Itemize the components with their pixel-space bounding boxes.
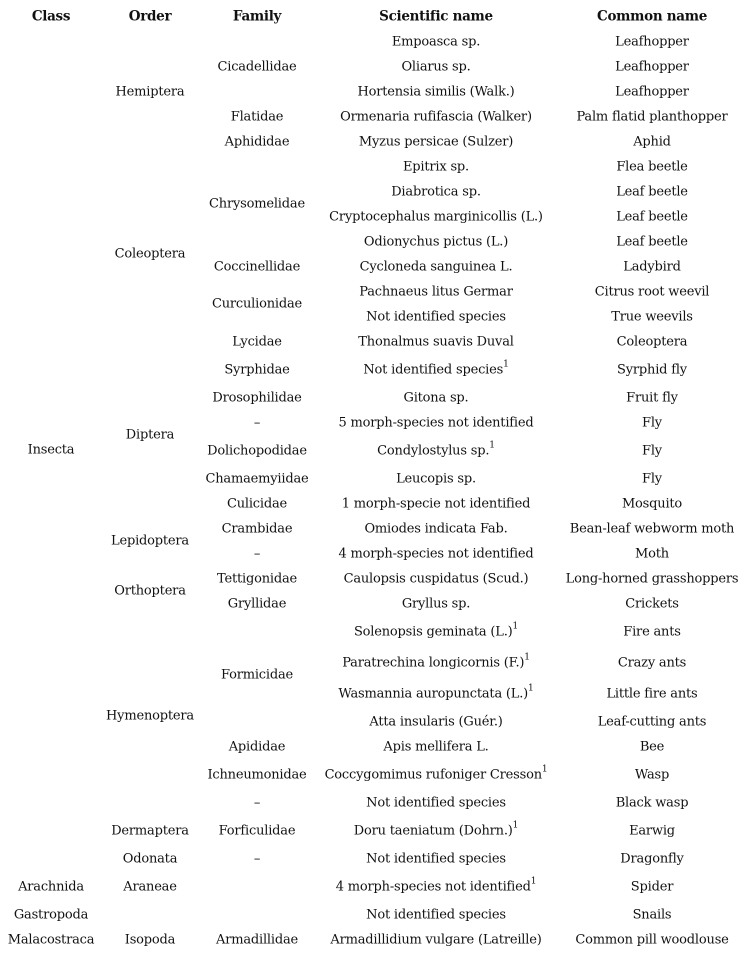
common-name-cell: Leafhopper (615, 59, 689, 75)
footnote-marker: 1 (524, 652, 530, 663)
class-cell: Arachnida (18, 879, 84, 895)
common-name-cell: Spider (630, 879, 674, 895)
common-name-cell: Black wasp (615, 795, 689, 811)
common-name-cell: Fruit fly (626, 390, 678, 406)
order-cell: Odonata (122, 851, 178, 867)
family-cell: Dolichopodidae (207, 443, 307, 459)
footnote-marker: 1 (528, 683, 534, 694)
scientific-name-text: Leucopis sp. (396, 471, 476, 487)
header-order: Order (128, 8, 172, 25)
scientific-name-cell (340, 111, 532, 124)
family-cell: Drosophilidae (212, 390, 302, 406)
scientific-name-text: Empoasca sp. (391, 34, 481, 50)
scientific-name-text: Hortensia similis (Walk.) (357, 84, 515, 100)
common-name-cell: Leaf beetle (616, 209, 688, 225)
family-cell: Tettigonidae (216, 571, 298, 587)
scientific-name-text: Paratrechina longicornis (F.) (342, 655, 525, 671)
common-name-cell: Aphid (633, 134, 671, 150)
common-name-cell: Leaf beetle (616, 184, 688, 200)
family-cell: Armadillidae (216, 932, 298, 948)
family-cell: Aphididae (224, 134, 290, 150)
footnote-marker: 1 (530, 876, 537, 887)
scientific-name-text: Solenopsis geminata (L.) (353, 624, 513, 640)
common-name-cell: Syrphid fly (617, 362, 687, 378)
common-name-cell: Fire ants (623, 624, 681, 640)
scientific-name-text: Wasmannia auropunctata (L.) (338, 686, 529, 702)
scientific-name-cell (324, 764, 548, 783)
scientific-name-cell (366, 909, 506, 922)
common-name-cell: Fly (642, 443, 662, 459)
scientific-name-cell (364, 523, 507, 536)
scientific-name-text: 5 morph-species not identified (338, 415, 534, 431)
family-cell: Ichneumonidae (207, 767, 307, 783)
order-cell: Hemiptera (115, 84, 185, 100)
common-name-cell: Fly (642, 471, 662, 487)
scientific-name-text: Cryptocephalus marginicollis (L.) (329, 209, 543, 225)
scientific-name-text: Omiodes indicata Fab. (364, 521, 508, 537)
scientific-name-cell (402, 598, 470, 611)
family-cell: – (253, 851, 261, 867)
scientific-name-cell (377, 440, 495, 459)
scientific-name-cell (401, 61, 470, 74)
scientific-name-cell (396, 473, 476, 486)
scientific-name-cell (353, 820, 519, 839)
scientific-name-cell (366, 853, 506, 866)
scientific-name-cell (342, 652, 530, 671)
scientific-name-cell (360, 261, 513, 274)
common-name-cell: Leafhopper (615, 84, 689, 100)
scientific-name-text: Apis mellifera L. (383, 739, 489, 755)
scientific-name-cell (403, 161, 469, 174)
family-cell: Cicadellidae (217, 59, 297, 75)
footnote-marker: 1 (512, 621, 519, 632)
header-class: Class (31, 8, 71, 25)
common-name-cell: Snails (632, 907, 672, 923)
scientific-name-text: Not identified species (366, 309, 506, 325)
family-cell: Apididae (228, 739, 286, 755)
scientific-name-text: Coccygomimus rufoniger Cresson (324, 767, 542, 783)
scientific-name-text: Atta insularis (Guér.) (369, 714, 503, 730)
scientific-name-text: Diabrotica sp. (391, 184, 481, 200)
scientific-name-cell (392, 36, 480, 49)
scientific-name-cell (364, 236, 508, 249)
footnote-marker: 1 (541, 764, 548, 775)
scientific-name-cell (353, 621, 519, 640)
order-cell: Diptera (125, 427, 175, 443)
common-name-cell: Mosquito (621, 496, 683, 512)
common-name-cell: Coleoptera (616, 334, 688, 350)
scientific-name-text: Armadillidium vulgare (Latreille) (330, 932, 542, 948)
scientific-name-text: Epitrix sp. (403, 159, 469, 175)
common-name-cell: Ladybird (623, 259, 681, 275)
scientific-name-text: 4 morph-species not identified (338, 546, 534, 562)
scientific-name-cell (329, 211, 543, 224)
common-name-cell: Moth (635, 546, 669, 562)
scientific-name-cell (330, 934, 541, 947)
common-name-cell: Common pill woodlouse (575, 932, 729, 948)
scientific-name-text: Not identified species (366, 795, 506, 811)
order-cell: Coleoptera (114, 246, 186, 262)
common-name-cell: Flea beetle (616, 159, 688, 175)
footnote-marker: 1 (503, 359, 509, 370)
scientific-name-cell (359, 286, 512, 299)
scientific-name-cell (358, 336, 513, 349)
footnote-marker: 1 (489, 440, 495, 451)
scientific-name-text: 1 morph-specie not identified (341, 496, 531, 512)
common-name-cell: Citrus root weevil (594, 284, 710, 300)
scientific-name-cell (404, 392, 469, 405)
family-cell: Formicidae (220, 667, 294, 683)
scientific-name-text: 4 morph-species not identified (335, 879, 531, 895)
scientific-name-cell (357, 86, 514, 99)
scientific-name-text: Odionychus pictus (L.) (363, 234, 509, 250)
common-name-cell: True weevils (611, 309, 693, 325)
header-scientific-name: Scientific name (379, 8, 493, 25)
scientific-name-text: Myzus persicae (Sulzer) (358, 134, 514, 150)
header-common-name: Common name (597, 8, 707, 25)
common-name-cell: Leafhopper (615, 34, 689, 50)
common-name-cell: Crazy ants (617, 655, 687, 671)
scientific-name-text: Gitona sp. (403, 390, 469, 406)
family-cell: – (253, 415, 261, 431)
common-name-cell: Leaf-cutting ants (597, 714, 707, 730)
scientific-name-text: Not identified species (366, 907, 506, 923)
common-name-cell: Fly (642, 415, 662, 431)
family-cell: – (253, 546, 261, 562)
class-cell: Gastropoda (13, 907, 89, 923)
scientific-name-cell (366, 311, 506, 324)
family-cell: Curculionidae (211, 296, 303, 312)
scientific-name-text: Gryllus sp. (401, 596, 471, 612)
common-name-cell: Leaf beetle (616, 234, 688, 250)
footnote-marker: 1 (512, 820, 519, 831)
common-name-cell: Little fire ants (606, 686, 698, 702)
family-cell: Culicidae (226, 496, 288, 512)
scientific-name-text: Oliarus sp. (401, 59, 471, 75)
scientific-name-text: Not identified species (363, 362, 504, 378)
scientific-name-text: Pachnaeus litus Germar (359, 284, 513, 300)
family-cell: Crambidae (221, 521, 293, 537)
family-cell: Lycidae (232, 334, 282, 350)
order-cell: Orthoptera (114, 583, 186, 599)
common-name-cell: Crickets (625, 596, 679, 612)
header-family: Family (232, 8, 282, 25)
order-cell: Isopoda (124, 932, 176, 948)
order-cell: Hymenoptera (106, 708, 194, 724)
family-cell: Flatidae (230, 109, 284, 125)
order-cell: Lepidoptera (111, 533, 189, 549)
scientific-name-text: Cycloneda sanguinea L. (359, 259, 513, 275)
scientific-name-cell (366, 797, 506, 810)
scientific-name-cell (339, 417, 534, 430)
class-cell: Insecta (27, 442, 75, 458)
scientific-name-text: Doru taeniatum (Dohrn.) (353, 823, 513, 839)
scientific-name-cell (338, 683, 534, 702)
scientific-name-cell (344, 573, 529, 586)
scientific-name-text: Condylostylus sp. (377, 443, 490, 459)
common-name-cell: Earwig (629, 823, 675, 839)
scientific-name-cell (383, 741, 488, 754)
common-name-cell: Palm flatid planthopper (576, 109, 728, 125)
family-cell: Gryllidae (227, 596, 287, 612)
family-cell: Chrysomelidae (209, 196, 305, 212)
scientific-name-text: Thonalmus suavis Duval (358, 334, 514, 350)
scientific-name-text: Not identified species (366, 851, 506, 867)
family-cell: Syrphidae (224, 362, 290, 378)
scientific-name-text: Caulopsis cuspidatus (Scud.) (343, 571, 529, 587)
scientific-name-cell (359, 136, 513, 149)
common-name-cell: Bee (639, 739, 665, 755)
scientific-name-cell (363, 359, 509, 378)
scientific-name-text: Ormenaria rufifascia (Walker) (340, 109, 532, 125)
common-name-cell: Bean-leaf webworm moth (569, 521, 735, 537)
family-cell: Forficulidae (218, 823, 296, 839)
scientific-name-cell (335, 876, 537, 895)
family-cell: Coccinellidae (213, 259, 301, 275)
common-name-cell: Dragonfly (620, 851, 684, 867)
order-cell: Araneae (123, 879, 177, 895)
scientific-name-cell (339, 548, 534, 561)
scientific-name-cell (391, 186, 481, 199)
family-cell: Chamaemyiidae (205, 471, 309, 487)
scientific-name-cell (369, 716, 502, 729)
order-cell: Dermaptera (111, 823, 189, 839)
scientific-name-cell (342, 498, 530, 511)
common-name-cell: Long-horned grasshoppers (565, 571, 739, 587)
family-cell: – (253, 795, 261, 811)
common-name-cell: Wasp (634, 767, 670, 783)
class-cell: Malacostraca (7, 932, 95, 948)
